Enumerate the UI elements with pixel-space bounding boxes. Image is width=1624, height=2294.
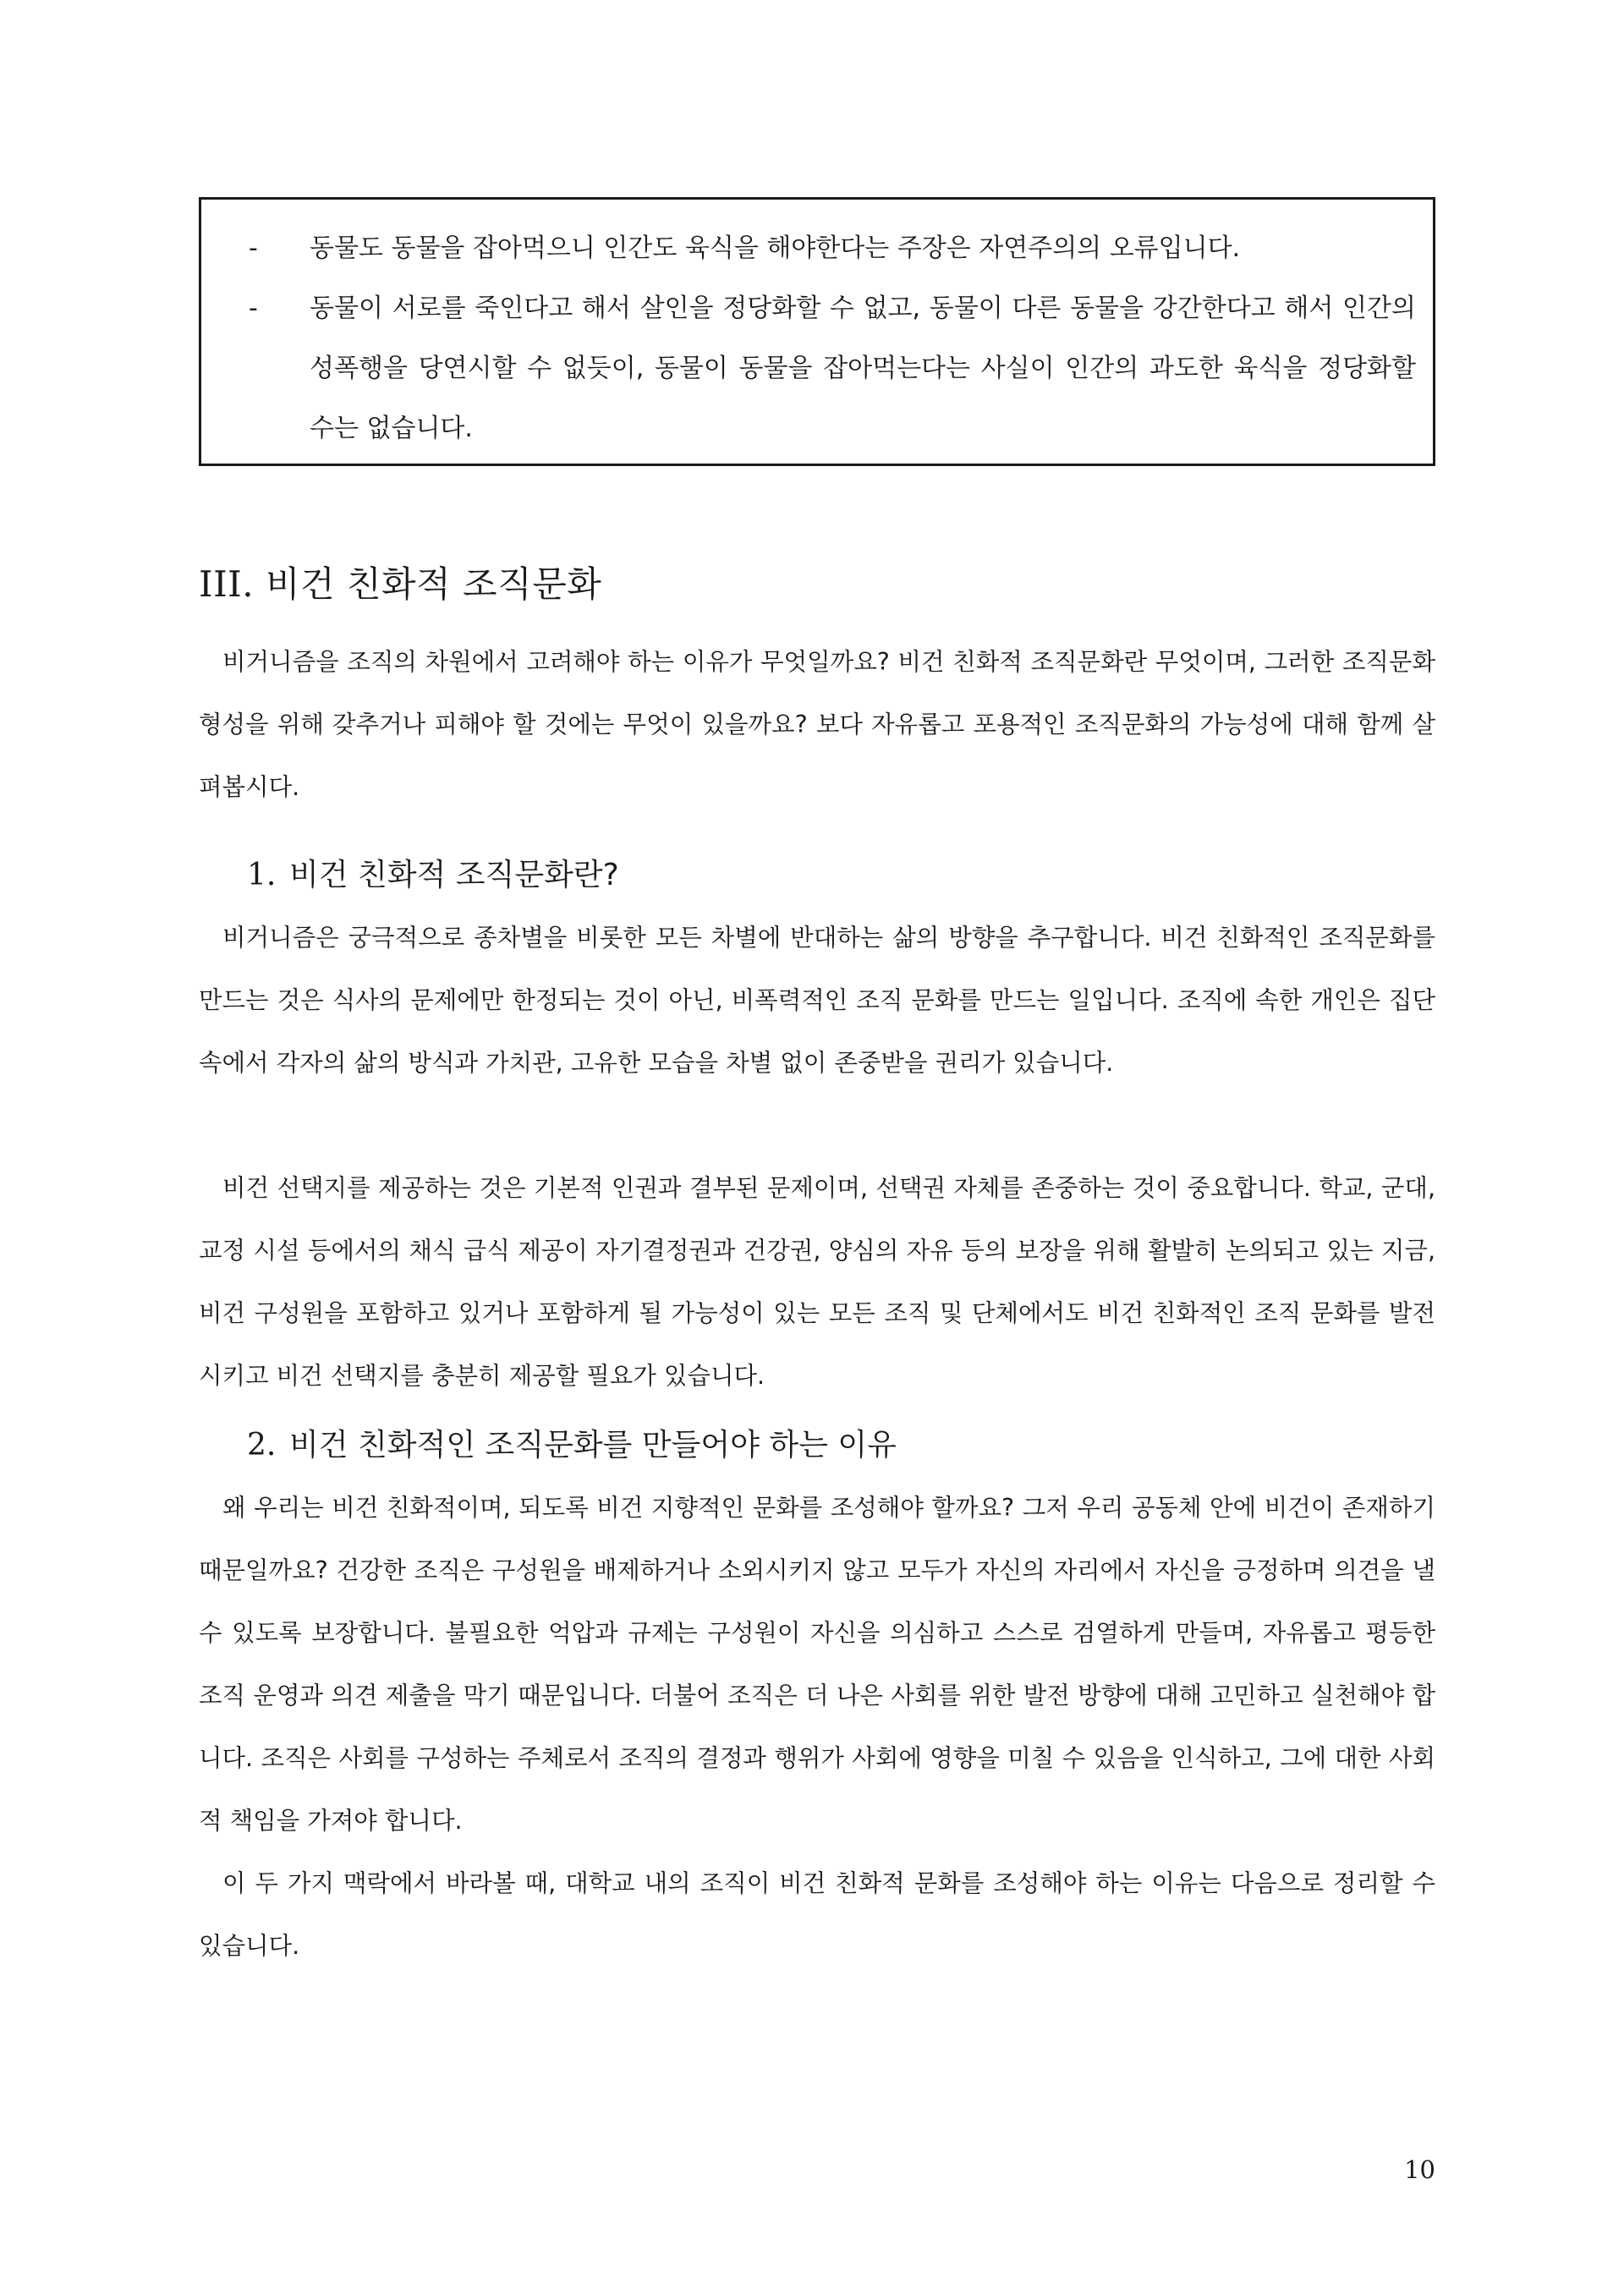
section-intro-paragraph: 비거니즘을 조직의 차원에서 고려해야 하는 이유가 무엇일까요? 비건 친화적 조직문화란 무엇이며, 그러한 조직문화 형성을 위해 갖추거나 피해야 할 것에는 무엇이 있을까요? 보다 자유롭고 포용적인 조직문화의 가능성에 대해 함께 살펴봅시다.	[199, 648, 1435, 801]
bullet-dash: -	[249, 233, 258, 263]
subsection-title: 비건 친화적 조직문화란?	[289, 858, 619, 892]
subsection-title: 비건 친화적인 조직문화를 만들어야 하는 이유	[289, 1428, 897, 1463]
list-item	[249, 278, 1416, 458]
subsection-number: 2.	[247, 1428, 277, 1463]
page-number: 10	[1404, 2155, 1435, 2184]
list-item-text: 동물도 동물을 잡아먹으니 인간도 육식을 해야한다는 주장은 자연주의의 오류입니다.	[310, 233, 1241, 263]
list-item-text: 동물이 서로를 죽인다고 해서 살인을 정당화할 수 없고, 동물이 다른 동물을 강간한다고 해서 인간의 성폭행을 당연시할 수 없듯이, 동물이 동물을 잡아먹는다는 사실이 인간의 과도한 육식을 정당화할 수는 없습니다.	[310, 294, 1416, 443]
subsection-heading-2	[247, 1421, 897, 1464]
section-heading	[199, 557, 601, 607]
quote-box	[199, 197, 1435, 466]
paragraph: 왜 우리는 비건 친화적이며, 되도록 비건 지향적인 문화를 조성해야 할까요? 그저 우리 공동체 안에 비건이 존재하기 때문일까요? 건강한 조직은 구성원을 배제하거나 소외시키지 않고 모두가 자신의 자리에서 자신을 긍정하며 의견을 낼 수 있도록 보장합니다. 불필요한 억압과 규제는 구성원이 자신을 의심하고 스스로 검열하게 만들며, 자유롭고 평등한 조직 운영과 의견 제출을 막기 때문입니다. 더불어 조직은 더 나은 사회를 위한 발전 방향에 대해 고민하고 실천해야 합니다. 조직은 사회를 구성하는 주체로서 조직의 결정과 행위가 사회에 영향을 미칠 수 있음을 인식하고, 그에 대한 사회적 책임을 가져야 합니다.	[199, 1494, 1435, 1835]
list-item	[249, 218, 1416, 278]
subsection-heading-1	[247, 851, 619, 894]
paragraph: 비건 선택지를 제공하는 것은 기본적 인권과 결부된 문제이며, 선택권 자체를 존중하는 것이 중요합니다. 학교, 군대, 교정 시설 등에서의 채식 급식 제공이 자기결정권과 건강권, 양심의 자유 등의 보장을 위해 활발히 논의되고 있는 지금, 비건 구성원을 포함하고 있거나 포함하게 될 가능성이 있는 모든 조직 및 단체에서도 비건 친화적인 조직 문화를 발전시키고 비건 선택지를 충분히 제공할 필요가 있습니다.	[199, 1174, 1435, 1390]
paragraph: 비거니즘은 궁극적으로 종차별을 비롯한 모든 차별에 반대하는 삶의 방향을 추구합니다. 비건 친화적인 조직문화를 만드는 것은 식사의 문제에만 한정되는 것이 아닌, 비폭력적인 조직 문화를 만드는 일입니다. 조직에 속한 개인은 집단 속에서 각자의 삶의 방식과 가치관, 고유한 모습을 차별 없이 존중받을 권리가 있습니다.	[199, 924, 1435, 1077]
section-title: 비건 친화적 조직문화	[265, 563, 602, 605]
bullet-dash: -	[249, 294, 258, 323]
section-numeral: III.	[199, 563, 255, 605]
paragraph: 이 두 가지 맥락에서 바라볼 때, 대학교 내의 조직이 비건 친화적 문화를 조성해야 하는 이유는 다음으로 정리할 수 있습니다.	[199, 1869, 1435, 1960]
subsection-number: 1.	[247, 858, 277, 892]
